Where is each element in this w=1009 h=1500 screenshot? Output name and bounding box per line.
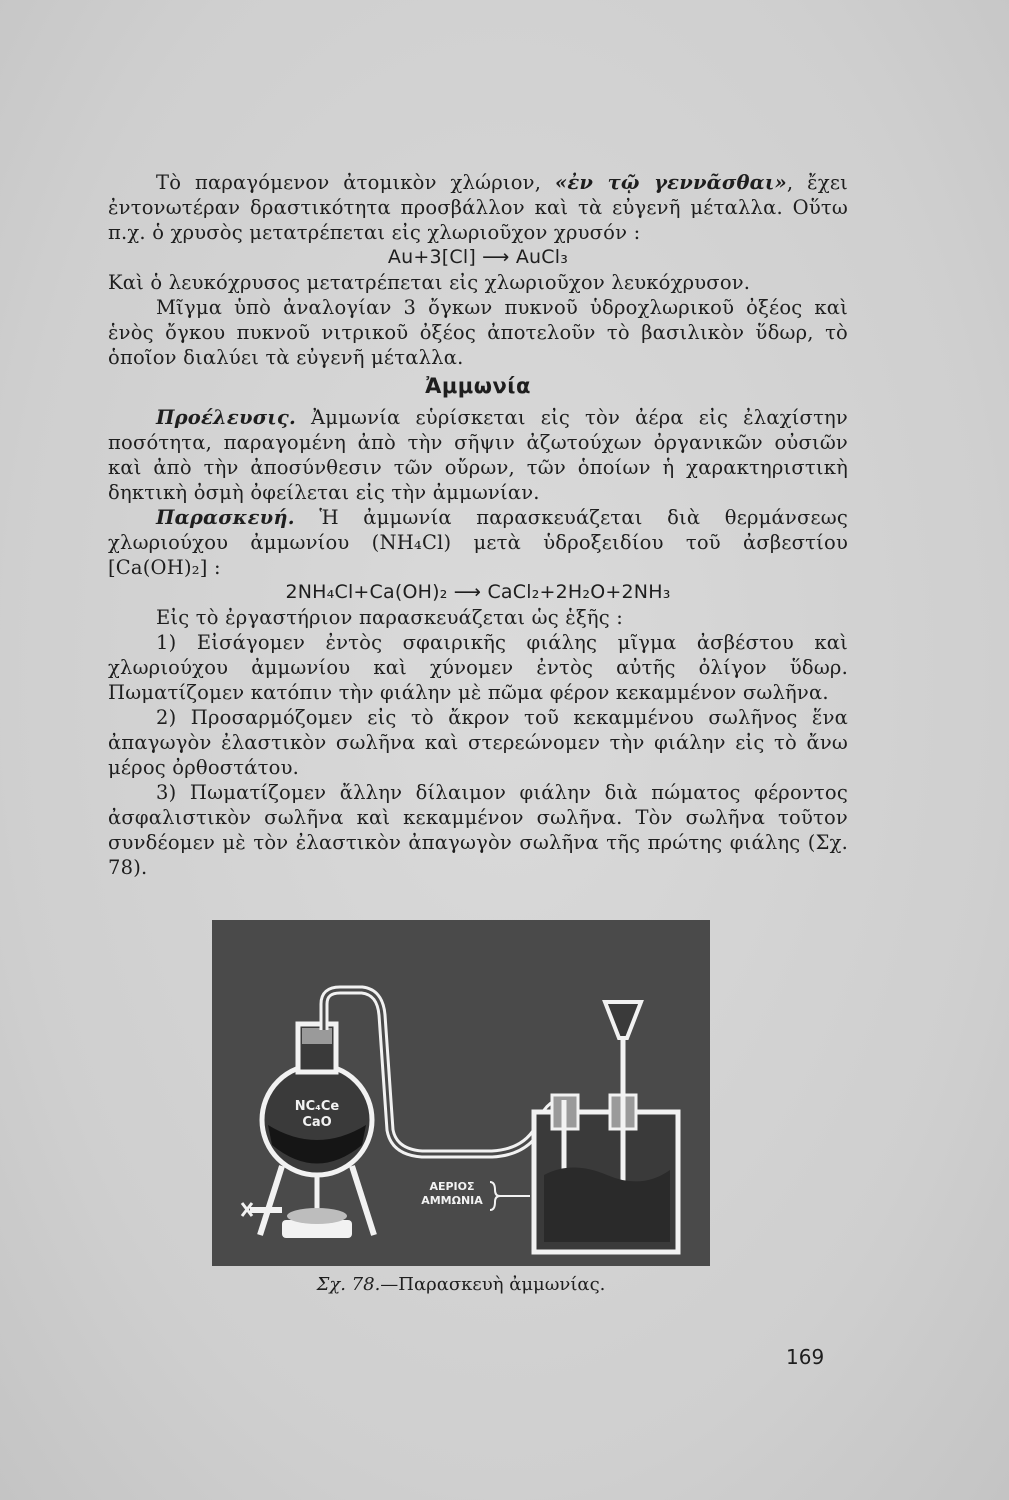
paragraph-platinum: Καὶ ὁ λευκόχρυσος μετατρέπεται εἰς χλωριοῦχον λευκόχρυσον.	[108, 271, 751, 294]
tripod-leg-left	[260, 1166, 282, 1235]
gas-brace-icon	[490, 1182, 500, 1210]
flask-label-2: CaO	[302, 1115, 332, 1130]
origin-label: Προέλευσις.	[156, 406, 296, 429]
gas-label-1: ΑΕΡΙΟΣ	[429, 1180, 475, 1193]
step-2: 2) Προσαρμόζομεν εἰς τὸ ἄκρον τοῦ κεκαμμένου σωλῆνος ἕνα ἀπαγωγὸν ἐλαστικὸν σωλῆνα καὶ στερεώνομεν τὴν φιάλην εἰς τὸ ἄνω μέρος ὀρθοστάτου.	[108, 706, 848, 779]
figure-caption	[212, 1274, 710, 1295]
paragraph-lab-intro: Εἰς τὸ ἐργαστήριον παρασκευάζεται ὡς ἑξῆς :	[156, 606, 624, 629]
page-text	[108, 170, 848, 880]
apparatus-illustration	[212, 920, 710, 1266]
caption-label: Σχ. 78.	[316, 1274, 381, 1295]
preparation-label: Παρασκευή.	[156, 506, 295, 529]
emphasis-nascent: «ἐν τῷ γεννᾶσθαι»	[554, 171, 787, 194]
equation-gold-chloride: Au+3[Cl] ⟶ AuCl₃	[387, 246, 569, 268]
paragraph-origin: Προέλευσις. Ἀμμωνία εὑρίσκεται εἰς τὸν ἀέρα εἰς ἐλαχίστην ποσότητα, παραγομένη ἀπὸ τὴν σῆψιν ἀζωτούχων ὀργανικῶν οὐσιῶν καὶ ἀπὸ τὴν ἀποσύνθεσιν τῶν οὔρων, τῶν ὁποίων ἡ χαρακτηριστικὴ δηκτικὴ ὀσμὴ ὀφείλεται εἰς τὴν ἀμμωνίαν.	[108, 406, 848, 504]
burner-top	[287, 1208, 347, 1224]
equation-ammonia: 2NH₄Cl+Ca(OH)₂ ⟶ CaCl₂+2H₂O+2NH₃	[285, 581, 671, 603]
section-title-ammonia: Ἀμμωνία	[425, 374, 531, 398]
caption-text: —Παρασκευὴ ἀμμωνίας.	[380, 1274, 606, 1295]
step-3: 3) Πωματίζομεν ἄλλην δίλαιμον φιάλην διὰ πώματος φέροντος ἀσφαλιστικὸν σωλῆνα καὶ κεκαμμένον σωλῆνα. Τὸν σωλῆνα τοῦτον συνδέομεν μὲ τὸν ἐλαστικὸν ἀπαγωγὸν σωλῆνα τῆς πρώτης φιάλης (Σχ. 78).	[108, 781, 848, 879]
flask-stopper	[302, 1028, 332, 1044]
safety-funnel	[605, 1002, 641, 1038]
paragraph-aqua-regia: Μῖγμα ὑπὸ ἀναλογίαν 3 ὄγκων πυκνοῦ ὑδροχλωρικοῦ ὀξέος καὶ ἑνὸς ὄγκου πυκνοῦ νιτρικοῦ ὀξέος ἀποτελοῦν τὸ βασιλικὸν ὕδωρ, τὸ ὁποῖον διαλύει τὰ εὐγενῆ μέταλλα.	[108, 296, 848, 369]
flask-label-1: NC₄Ce	[294, 1099, 340, 1114]
gas-label-2: ΑΜΜΩΝΙΑ	[421, 1194, 483, 1207]
paragraph-gold-chlorine: Τὸ παραγόμενον ἀτομικὸν χλώριον, «ἐν τῷ γεννᾶσθαι», ἔχει ἐντονωτέραν δραστικότητα προσβάλλον καὶ τὰ εὐγενῆ μέταλλα. Οὕτω π.χ. ὁ χρυσὸς μετατρέπεται εἰς χλωριοῦχον χρυσόν :	[108, 171, 848, 244]
step-1: 1) Εἰσάγομεν ἐντὸς σφαιρικῆς φιάλης μῖγμα ἀσβέστου καὶ χλωριούχου ἀμμωνίου καὶ χύνομεν ἐντὸς αὐτῆς ὀλίγον ὕδωρ. Πωματίζομεν κατόπιν τὴν φιάλην μὲ πῶμα φέρον κεκαμμένον σωλῆνα.	[108, 631, 848, 704]
tripod-leg-right	[352, 1166, 374, 1235]
page-number: 169	[786, 1345, 825, 1369]
figure-ammonia-apparatus	[212, 920, 710, 1266]
paragraph-preparation: Παρασκευή. Ἡ ἀμμωνία παρασκευάζεται διὰ θερμάνσεως χλωριούχου ἀμμωνίου (NH₄Cl) μετὰ ὑδροξειδίου τοῦ ἀσβεστίου [Ca(OH)₂] :	[108, 506, 848, 579]
